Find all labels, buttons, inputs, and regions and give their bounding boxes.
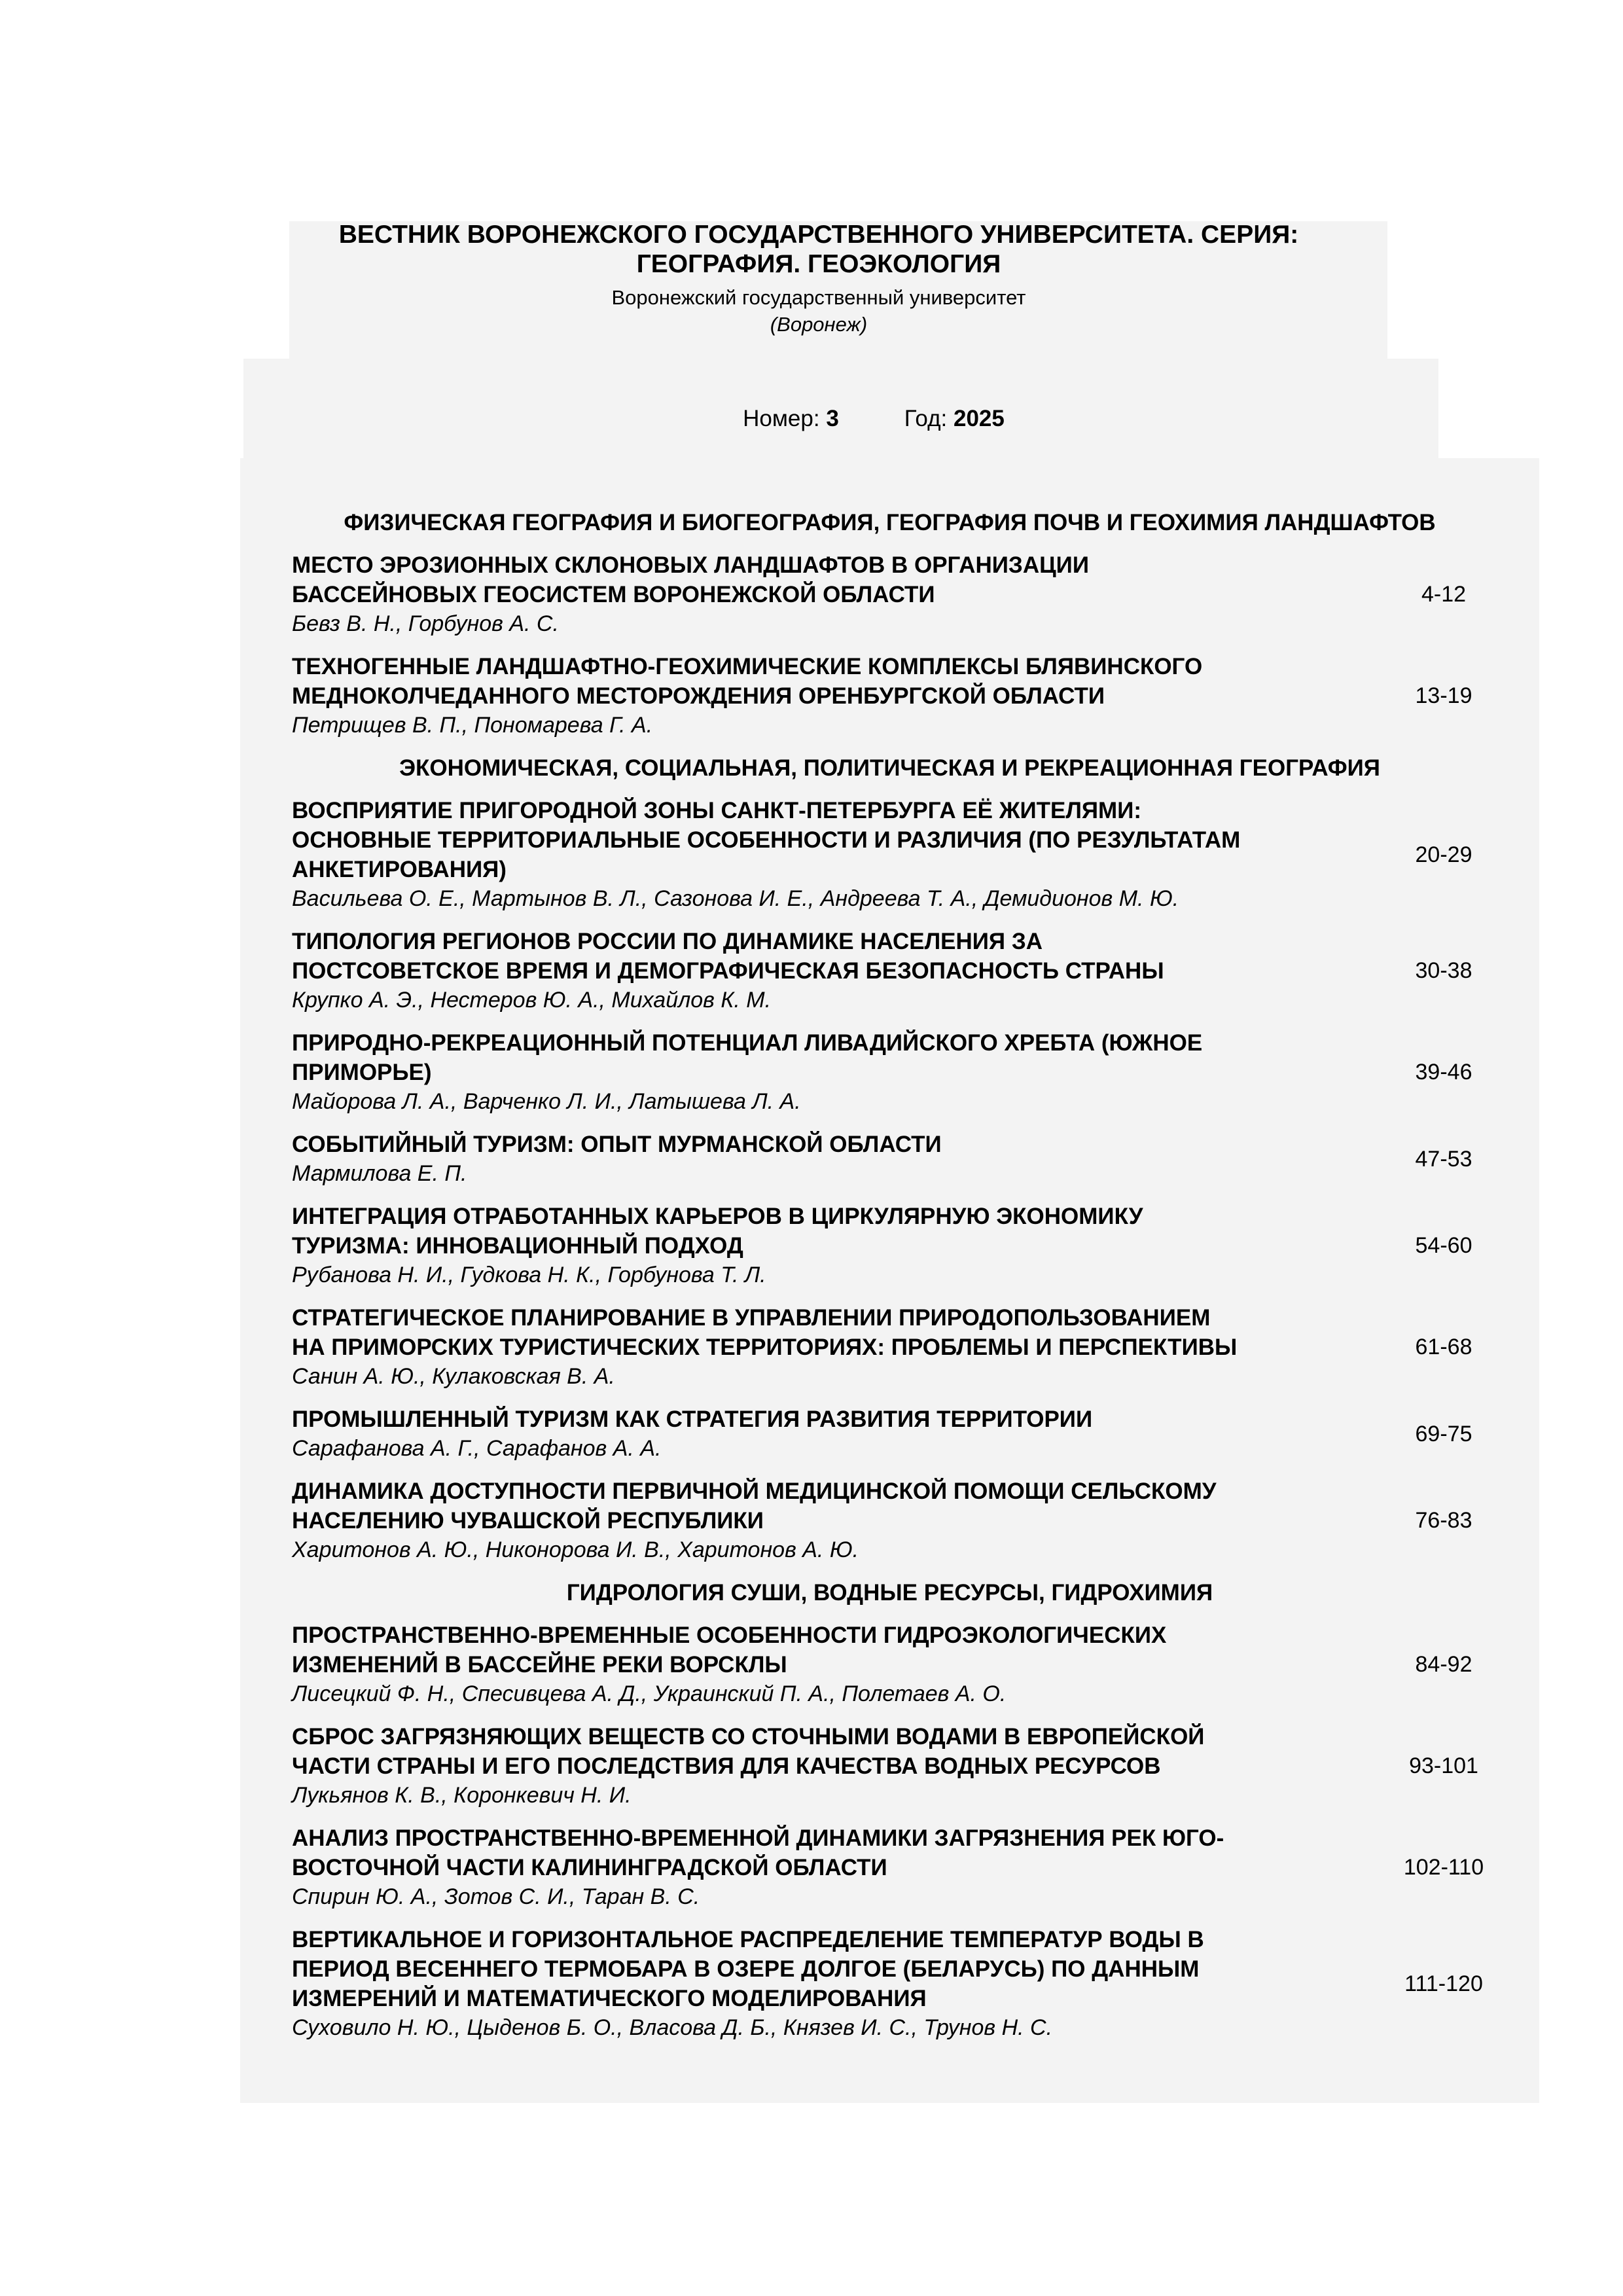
article-authors: Майорова Л. А., Варченко Л. И., Латышева Л. А. bbox=[292, 1089, 801, 1114]
article-entry[interactable] bbox=[240, 1823, 1539, 1912]
article-authors: Рубанова Н. И., Гудкова Н. К., Горбунова Т. Л. bbox=[292, 1263, 766, 1287]
article-entry[interactable] bbox=[240, 796, 1539, 914]
publisher: Воронежский государственный университет bbox=[611, 286, 1026, 309]
article-text bbox=[292, 1303, 1391, 1391]
article-pages: 47-53 bbox=[1415, 1146, 1472, 1172]
article-text bbox=[292, 1823, 1391, 1912]
journal-title-line-2: ГЕОГРАФИЯ. ГЕОЭКОЛОГИЯ bbox=[636, 250, 1001, 278]
article-pages: 4-12 bbox=[1421, 582, 1467, 607]
article-title-line: ПРИМОРЬЕ) bbox=[292, 1060, 432, 1085]
article-authors: Сарафанова А. Г., Сарафанов А. А. bbox=[292, 1436, 662, 1461]
article-pages: 39-46 bbox=[1415, 1060, 1472, 1085]
issue-number-label: Номер: bbox=[743, 406, 820, 431]
article-title-line: ТЕХНОГЕННЫЕ ЛАНДШАФТНО-ГЕОХИМИЧЕСКИЕ КОМПЛЕКСЫ БЛЯВИНСКОГО bbox=[292, 654, 1203, 679]
article-authors: Харитонов А. Ю., Никонорова И. В., Харитонов А. Ю. bbox=[292, 1537, 859, 1562]
article-pages: 111-120 bbox=[1404, 1971, 1483, 1996]
article-pages: 76-83 bbox=[1415, 1508, 1472, 1533]
article-entry[interactable] bbox=[240, 1477, 1539, 1565]
article-pages: 20-29 bbox=[1415, 842, 1472, 867]
article-authors: Суховило Н. Ю., Цыденов Б. О., Власова Д. Б., Князев И. С., Трунов Н. С. bbox=[292, 2015, 1053, 2040]
article-entry[interactable] bbox=[240, 550, 1539, 639]
article-title-line: ТИПОЛОГИЯ РЕГИОНОВ РОССИИ ПО ДИНАМИКЕ НАСЕЛЕНИЯ ЗА bbox=[292, 929, 1043, 954]
article-title-line: НАСЕЛЕНИЮ ЧУВАШСКОЙ РЕСПУБЛИКИ bbox=[292, 1508, 764, 1534]
article-title-line: ИНТЕГРАЦИЯ ОТРАБОТАННЫХ КАРЬЕРОВ В ЦИРКУЛЯРНУЮ ЭКОНОМИКУ bbox=[292, 1204, 1143, 1229]
article-title-line: НА ПРИМОРСКИХ ТУРИСТИЧЕСКИХ ТЕРРИТОРИЯХ: ПРОБЛЕМЫ И ПЕРСПЕКТИВЫ bbox=[292, 1335, 1238, 1360]
article-entry[interactable] bbox=[240, 652, 1539, 740]
article-pages: 61-68 bbox=[1415, 1335, 1472, 1359]
article-title-line: ПЕРИОД ВЕСЕННЕГО ТЕРМОБАРА В ОЗЕРЕ ДОЛГОЕ (БЕЛАРУСЬ) ПО ДАННЫМ bbox=[292, 1956, 1200, 1982]
article-entry[interactable] bbox=[240, 927, 1539, 1015]
article-title-line: МЕДНОКОЛЧЕДАННОГО МЕСТОРОЖДЕНИЯ ОРЕНБУРГСКОЙ ОБЛАСТИ bbox=[292, 683, 1105, 709]
section-heading: ФИЗИЧЕСКАЯ ГЕОГРАФИЯ И БИОГЕОГРАФИЯ, ГЕОГРАФИЯ ПОЧВ И ГЕОХИМИЯ ЛАНДШАФТОВ bbox=[344, 510, 1436, 535]
article-pages: 13-19 bbox=[1415, 683, 1472, 708]
article-title-line: ВОСТОЧНОЙ ЧАСТИ КАЛИНИНГРАДСКОЙ ОБЛАСТИ bbox=[292, 1855, 887, 1880]
article-authors: Спирин Ю. А., Зотов С. И., Таран В. С. bbox=[292, 1884, 700, 1909]
article-text bbox=[292, 1925, 1391, 2043]
article-title-line: СТРАТЕГИЧЕСКОЕ ПЛАНИРОВАНИЕ В УПРАВЛЕНИИ ПРИРОДОПОЛЬЗОВАНИЕМ bbox=[292, 1305, 1211, 1331]
article-authors: Мармилова Е. П. bbox=[292, 1161, 467, 1186]
section-heading: ЭКОНОМИЧЕСКАЯ, СОЦИАЛЬНАЯ, ПОЛИТИЧЕСКАЯ И РЕКРЕАЦИОННАЯ ГЕОГРАФИЯ bbox=[399, 755, 1380, 781]
article-entry[interactable] bbox=[240, 1925, 1539, 2043]
issue-year-label: Год: bbox=[904, 406, 948, 431]
article-pages: 30-38 bbox=[1415, 958, 1472, 983]
article-authors: Петрищев В. П., Пономарева Г. А. bbox=[292, 713, 653, 738]
article-pages: 102-110 bbox=[1403, 1855, 1484, 1880]
article-text bbox=[292, 1202, 1391, 1290]
article-title-line: АНАЛИЗ ПРОСТРАНСТВЕННО-ВРЕМЕННОЙ ДИНАМИКИ ЗАГРЯЗНЕНИЯ РЕК ЮГО- bbox=[292, 1825, 1224, 1851]
article-pages: 69-75 bbox=[1415, 1421, 1472, 1446]
article-title-line: АНКЕТИРОВАНИЯ) bbox=[292, 857, 507, 882]
article-pages: 93-101 bbox=[1409, 1753, 1478, 1778]
publisher-city: (Воронеж) bbox=[770, 313, 868, 336]
article-entry[interactable] bbox=[240, 1303, 1539, 1391]
article-entry[interactable] bbox=[240, 1028, 1539, 1117]
article-authors: Бевз В. Н., Горбунов А. С. bbox=[292, 611, 559, 636]
article-entry[interactable] bbox=[240, 1130, 1539, 1189]
article-title-line: ОСНОВНЫЕ ТЕРРИТОРИАЛЬНЫЕ ОСОБЕННОСТИ И РАЗЛИЧИЯ (ПО РЕЗУЛЬТАТАМ bbox=[292, 827, 1241, 853]
article-authors: Лисецкий Ф. Н., Спесивцева А. Д., Украинский П. А., Полетаев А. О. bbox=[292, 1681, 1007, 1706]
article-title-line: ИЗМЕНЕНИЙ В БАССЕЙНЕ РЕКИ ВОРСКЛЫ bbox=[292, 1652, 787, 1677]
article-title-line: ЧАСТИ СТРАНЫ И ЕГО ПОСЛЕДСТВИЯ ДЛЯ КАЧЕСТВА ВОДНЫХ РЕСУРСОВ bbox=[292, 1753, 1161, 1779]
article-entry[interactable] bbox=[240, 1722, 1539, 1810]
article-text bbox=[292, 1477, 1391, 1565]
article-text bbox=[292, 652, 1391, 740]
article-text bbox=[292, 1130, 1391, 1189]
issue-number: 3 bbox=[826, 406, 839, 431]
article-pages: 54-60 bbox=[1415, 1233, 1472, 1258]
article-title-line: ПРОСТРАНСТВЕННО-ВРЕМЕННЫЕ ОСОБЕННОСТИ ГИДРОЭКОЛОГИЧЕСКИХ bbox=[292, 1623, 1167, 1648]
journal-title-line-1: ВЕСТНИК ВОРОНЕЖСКОГО ГОСУДАРСТВЕННОГО УНИВЕРСИТЕТА. СЕРИЯ: bbox=[338, 221, 1299, 249]
article-title-line: ПРОМЫШЛЕННЫЙ ТУРИЗМ КАК СТРАТЕГИЯ РАЗВИТИЯ ТЕРРИТОРИИ bbox=[292, 1407, 1093, 1432]
article-authors: Крупко А. Э., Нестеров Ю. А., Михайлов К. М. bbox=[292, 988, 772, 1013]
section-heading: ГИДРОЛОГИЯ СУШИ, ВОДНЫЕ РЕСУРСЫ, ГИДРОХИМИЯ bbox=[566, 1580, 1213, 1605]
article-entry[interactable] bbox=[240, 1621, 1539, 1709]
article-title-line: ИЗМЕРЕНИЙ И МАТЕМАТИЧЕСКОГО МОДЕЛИРОВАНИЯ bbox=[292, 1986, 927, 2011]
article-title-line: СОБЫТИЙНЫЙ ТУРИЗМ: ОПЫТ МУРМАНСКОЙ ОБЛАСТИ bbox=[292, 1132, 942, 1157]
article-entry[interactable] bbox=[240, 1405, 1539, 1463]
article-title-line: ПРИРОДНО-РЕКРЕАЦИОННЫЙ ПОТЕНЦИАЛ ЛИВАДИЙСКОГО ХРЕБТА (ЮЖНОЕ bbox=[292, 1030, 1203, 1056]
article-pages: 84-92 bbox=[1415, 1652, 1472, 1677]
article-title-line: ПОСТСОВЕТСКОЕ ВРЕМЯ И ДЕМОГРАФИЧЕСКАЯ БЕЗОПАСНОСТЬ СТРАНЫ bbox=[292, 958, 1164, 984]
article-title-line: ТУРИЗМА: ИННОВАЦИОННЫЙ ПОДХОД bbox=[292, 1233, 743, 1259]
article-text bbox=[292, 927, 1391, 1015]
article-title-line: ВЕРТИКАЛЬНОЕ И ГОРИЗОНТАЛЬНОЕ РАСПРЕДЕЛЕНИЕ ТЕМПЕРАТУР ВОДЫ В bbox=[292, 1927, 1204, 1952]
article-title-line: ВОСПРИЯТИЕ ПРИГОРОДНОЙ ЗОНЫ САНКТ-ПЕТЕРБУРГА ЕЁ ЖИТЕЛЯМИ: bbox=[292, 798, 1142, 823]
article-text bbox=[292, 550, 1391, 639]
article-title-line: ДИНАМИКА ДОСТУПНОСТИ ПЕРВИЧНОЙ МЕДИЦИНСКОЙ ПОМОЩИ СЕЛЬСКОМУ bbox=[292, 1479, 1217, 1504]
article-authors: Санин А. Ю., Кулаковская В. А. bbox=[292, 1364, 615, 1389]
article-text bbox=[292, 796, 1391, 914]
article-text bbox=[292, 1621, 1391, 1709]
article-title-line: СБРОС ЗАГРЯЗНЯЮЩИХ ВЕЩЕСТВ СО СТОЧНЫМИ ВОДАМИ В ЕВРОПЕЙСКОЙ bbox=[292, 1724, 1205, 1749]
table-of-contents bbox=[240, 508, 1539, 2056]
article-text bbox=[292, 1028, 1391, 1117]
article-authors: Васильева О. Е., Мартынов В. Л., Сазонова И. Е., Андреева Т. А., Демидионов М. Ю. bbox=[292, 886, 1179, 911]
issue-year: 2025 bbox=[954, 406, 1005, 431]
article-title-line: МЕСТО ЭРОЗИОННЫХ СКЛОНОВЫХ ЛАНДШАФТОВ В ОРГАНИЗАЦИИ bbox=[292, 552, 1089, 578]
article-text bbox=[292, 1722, 1391, 1810]
article-entry[interactable] bbox=[240, 1202, 1539, 1290]
article-title-line: БАССЕЙНОВЫХ ГЕОСИСТЕМ ВОРОНЕЖСКОЙ ОБЛАСТИ bbox=[292, 582, 935, 607]
article-text bbox=[292, 1405, 1391, 1463]
article-authors: Лукьянов К. В., Коронкевич Н. И. bbox=[292, 1783, 632, 1808]
issue-info bbox=[720, 403, 1027, 435]
